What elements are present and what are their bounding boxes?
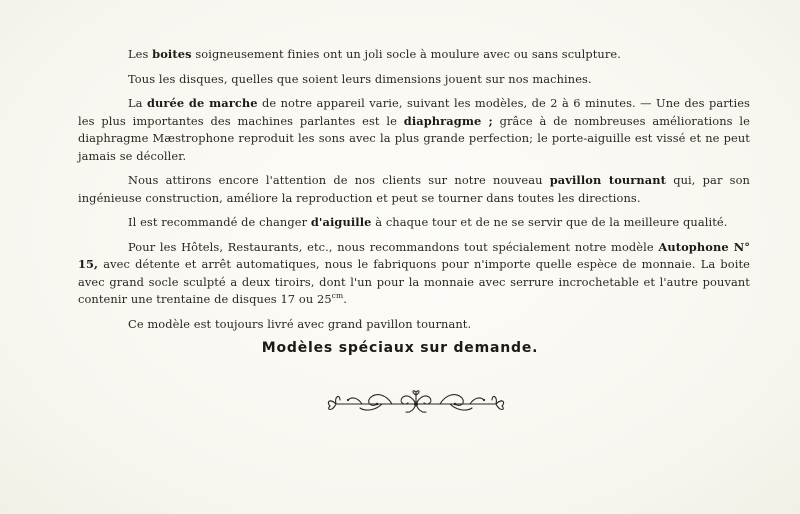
emphasis-term: boites xyxy=(152,47,192,61)
text-run: Pour les Hôtels, Restaurants, etc., nous recommandons tout spécialement notre modèle xyxy=(128,239,659,254)
text-run: à chaque tour et de ne se servir que de la meilleure qualité. xyxy=(371,215,728,229)
paragraph-1 xyxy=(78,46,750,64)
text-run: grâce à de nombreuses améliorations le diaphragme Mæstrophone reproduit les sons avec la plus grande perfection; le porte-aiguille est vissé et ne peut jamais se décoller. xyxy=(78,113,751,163)
paragraph-4 xyxy=(78,172,750,207)
text-run: avec détente et arrêt automatiques, nous le fabriquons pour n'importe quelle espèce de monnaie. La boite avec grand socle sculpté a deux tiroirs, dont l'un pour la monnaie avec serrure incrochetable et l'autre pouvant contenir une trentaine de disques 17 ou 25 xyxy=(78,257,750,306)
heading-special-models: Modèles spéciaux sur demande. xyxy=(261,340,539,356)
emphasis-term: d'aiguille xyxy=(310,215,372,229)
paragraph-2 xyxy=(78,71,750,89)
text-run: de notre appareil varie, suivant les modèles, de 2 à 6 minutes. — Une des parties les plus importantes des machines parlantes est le xyxy=(78,96,750,128)
text-run: Ce modèle est toujours livré avec grand pavillon tournant. xyxy=(128,316,472,331)
text-run: Tous les disques, quelles que soient leurs dimensions jouent sur nos machines. xyxy=(128,71,592,86)
emphasis-term: pavillon tournant xyxy=(549,173,667,187)
text-run: Il est recommandé de changer xyxy=(128,215,311,229)
paragraph-3 xyxy=(78,95,750,165)
text-run: soigneusement finies ont un joli socle à moulure avec ou sans sculpture. xyxy=(191,47,621,61)
paragraph-7 xyxy=(78,316,750,334)
paragraph-6 xyxy=(78,239,750,309)
emphasis-term: Autophone N° 15, xyxy=(78,239,751,271)
text-run: qui, par son ingénieuse construction, améliore la reproduction et peut se tourner dans toutes les directions. xyxy=(78,173,750,205)
body-text xyxy=(78,46,750,340)
text-run: Les xyxy=(128,47,153,61)
text-run: . xyxy=(343,292,347,306)
floral-ornament-icon xyxy=(322,384,510,418)
emphasis-term: diaphragme ; xyxy=(403,113,493,128)
paragraph-5 xyxy=(78,214,750,232)
unit-superscript: cm xyxy=(331,291,344,301)
text-run: La xyxy=(128,96,147,110)
text-run: Nous attirons encore l'attention de nos clients sur notre nouveau xyxy=(128,173,550,187)
emphasis-term: durée de marche xyxy=(146,96,258,110)
